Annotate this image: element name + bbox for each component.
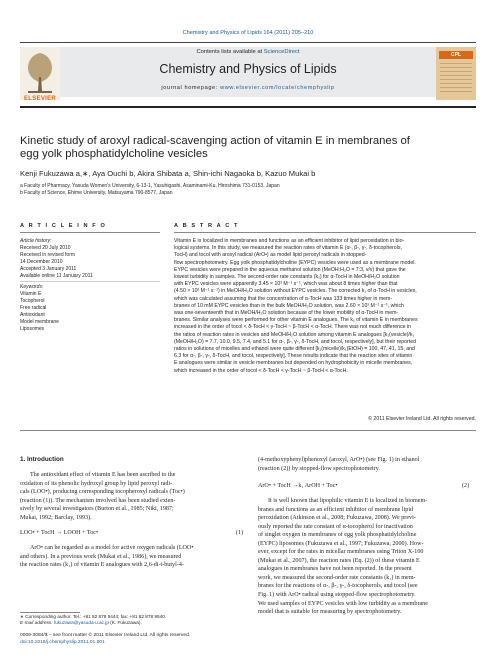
abstract-line: Vitamin E is localized in membranes and functions as an efficient inhibitor of lipid peroxidation in bio- <box>174 238 405 244</box>
intro-line: It is well known that lipophilic vitamin E is localized in biomem- <box>268 498 428 504</box>
header-divider <box>20 106 476 108</box>
title-line-1: Kinetic study of aroxyl radical-scavenging action of vitamin E in membranes of <box>20 135 410 147</box>
intro-line: peroxidation (Atkinson et al., 2008; Fukuzawa, 2008). We previ- <box>258 515 416 522</box>
sciencedirect-link[interactable]: ScienceDirect <box>263 49 300 55</box>
article-info-heading: A R T I C L E I N F O <box>20 223 107 229</box>
intro-line: Fig. 1) with ArO• radical using stopped-flow spectrophotometry. <box>258 592 416 599</box>
abstract-line: flow spectrophotometry. Egg yolk phosphatidylcholine (EYPC) vesicles were used as a membrane model. <box>174 259 416 266</box>
keywords-label: Keywords: <box>20 284 44 290</box>
intro-line: ever, except for the rates in micellar membranes using Triton X-100 <box>258 549 424 556</box>
article-info-rule <box>20 232 160 233</box>
intro-left-column <box>20 471 248 522</box>
section-heading-introduction: 1. Introduction <box>20 456 64 463</box>
journal-homepage <box>60 85 436 91</box>
intro-line: The antioxidant effect of vitamin E has been ascribed to the <box>30 472 176 478</box>
history-item: Available online 11 January 2011 <box>20 273 93 279</box>
intro-line: and others). In a previous work (Mukai et al., 1986), we measured <box>20 553 182 560</box>
equation-1: LOO• + TocH → LOOH + Toc• <box>20 530 99 536</box>
intro-line: branes and functions as an efficient inhibitor of membrane lipid <box>258 506 414 513</box>
homepage-link[interactable]: www.elsevier.com/locate/chemphyslip <box>220 85 335 91</box>
abstract-line: ratios in solutions of micelles and ethanol were quite different [k₁(micelle)/k₁(EtOH) = 100, 47, 41, 15, and <box>174 346 415 353</box>
title-line-2: egg yolk phosphatidylcholine vesicles <box>20 148 208 160</box>
abstract-line: logical systems. In this study, we measured the reaction rates of vitamin E (α-, β-, γ-, δ-tocopherols, <box>174 245 402 252</box>
email-label: E-mail address: <box>20 620 54 626</box>
intro-line: We used samples of EYPC vesicles with low turbidity as a membrane <box>258 600 428 607</box>
intro-right-column <box>258 456 476 473</box>
abstract-line: which increased in the order of tocol < δ-TocH < γ-TocH ~ β-TocH < α-TocH. <box>174 367 348 374</box>
affiliation-a: a Faculty of Pharmacy, Yasuda Women's University, 6-13-1, Yasuhigashi, Asaminami-Ku, Hiroshima 731-0153, Japan <box>20 183 280 189</box>
abstract-heading: A B S T R A C T <box>174 223 240 229</box>
history-item: Received in revised form <box>20 252 76 258</box>
corresponding-author: ∗ Corresponding author. Tel.: +81 82 878 9444; fax: +81 82 878 9540. <box>20 614 167 619</box>
intro-line: (4-methoxyphenyl)phenoxyl (aroxyl, ArO•) (see Fig. 1) in ethanol <box>258 457 420 463</box>
keyword: Free radical <box>20 305 47 311</box>
article-title <box>20 135 476 161</box>
intro-line: work, we measured the second-order rate constants (k₁) in mem- <box>258 574 416 581</box>
abstract-line: (4.50 × 10² M⁻¹ s⁻¹) in MeOH/H₂O solution without EYPC vesicles. The corrected k₁ of α-TocH in vesicles, <box>174 288 417 295</box>
intro-line: ously reported the rate constant of α-tocopherol for inactivation <box>258 523 413 530</box>
page-footer <box>20 633 320 646</box>
intro-line: (reaction (2)) by stopped-flow spectrophotometry. <box>258 465 380 472</box>
abstract-line: increased in the order of tocol < δ-TocH < γ-TocH ~ β-TocH < α-TocH. There was not much difference in <box>174 324 412 331</box>
abstract-line: which was calculated assuming that the concentration of α-TocH was 133 times higher in mem- <box>174 295 393 302</box>
abstract-line: (MeOH/H₂O) = 7.7, 10.0, 9.5, 7.4, and 5.1 for α-, β-, γ-, δ-TocH, and tocol, respectively], but their reported <box>174 338 416 345</box>
history-item: Accepted 3 January 2011 <box>20 266 77 272</box>
equation-2-number: (2) <box>462 483 470 489</box>
intro-line: of singlet oxygen in membranes of egg yolk phosphatidylcholine <box>258 532 417 539</box>
footnote-rule <box>20 612 80 613</box>
intro-line: oxidation of its phenolic hydroxyl group by lipid peroxyl radi- <box>20 480 173 487</box>
journal-citation[interactable]: Chemistry and Physics of Lipids 164 (2011) 205–210 <box>182 30 314 36</box>
keyword: Liposomes <box>20 326 45 332</box>
footnote <box>20 614 248 627</box>
abstract-line: was one-seventeenth that in MeOH/H₂O solution because of the lower mobility of α-TocH in mem- <box>174 310 399 317</box>
abstract-line: with EYPC vesicles were apparently 3.45 × 10³ M⁻¹ s⁻¹, which was about 8 times higher than that <box>174 281 398 288</box>
intro-line: sively by several investigators (Burton et al., 1985; Niki, 1987; <box>20 506 174 513</box>
cover-label: CPL <box>439 51 473 59</box>
homepage-prefix: journal homepage: <box>161 85 221 91</box>
email-suffix: (K. Fukuzawa). <box>108 620 142 626</box>
intro-line: analogues in membranes have not been reported. In the present <box>258 566 412 573</box>
abstract-line: the ratios of reaction rates in vesicles and MeOH/H₂O solution among vitamin E analogues [k₁(vesicle)/k₁ <box>174 331 415 338</box>
keywords <box>20 284 160 333</box>
intro-line: branes for the reactions of α-, β-, γ-, δ-tocopherols, and tocol (see <box>258 583 418 590</box>
equation-2: ArO• + TocH →k₁ ArOH + Toc• <box>258 483 338 489</box>
history-item: Received 20 July 2010 <box>20 245 71 251</box>
article-history <box>20 238 160 280</box>
keyword: Tocopherol <box>20 298 45 304</box>
keyword: Vitamin E <box>20 291 42 297</box>
keyword: Model membrane <box>20 319 59 325</box>
issn-line: 0009-3084/$ – see front matter © 2011 Elsevier Ireland Ltd. All rights reserved. <box>20 633 191 638</box>
abstract-line: 6.3 for α-, β-, γ-, δ-TocH, and tocol, respectively]. These results indicate that the reaction sites of vitamin <box>174 353 413 360</box>
history-item: 14 December 2010 <box>20 259 63 265</box>
abstract-rule <box>174 232 476 233</box>
affiliation-b: b Faculty of Science, Ehime University, Matsuyama 790-8577, Japan <box>20 190 173 196</box>
keyword: Antioxidant <box>20 312 45 318</box>
abstract-line: branes of 10 mM EYPC vesicles than in the bulk MeOH/H₂O solution, was 2.60 × 10¹ M⁻¹ s⁻¹, which <box>174 302 404 309</box>
cover-lines <box>440 63 472 93</box>
abstract-bottom-rule <box>20 430 476 431</box>
doi-link[interactable]: doi:10.1016/j.chemphyslip.2011.01.001 <box>20 639 105 645</box>
journal-cover-thumbnail <box>436 47 476 100</box>
elsevier-tree-logo <box>20 47 60 100</box>
email-line <box>20 620 248 626</box>
intro-line: ArO• can be regarded as a model for active oxygen radicals (LOO• <box>30 545 194 551</box>
top-divider <box>20 42 476 43</box>
abstract-body <box>174 238 476 375</box>
keywords-rule <box>20 281 160 282</box>
authors: Kenji Fukuzawa a,∗, Aya Ouchi b, Akira Shibata a, Shin-ichi Nagaoka b, Kazuo Mukai b <box>20 169 316 178</box>
contents-prefix: Contents lists available at <box>196 49 264 55</box>
intro-line: model that is suitable for measuring by spectrophotometry. <box>258 609 402 616</box>
journal-title: Chemistry and Physics of Lipids <box>159 62 337 76</box>
publisher-name: ELSEVIER <box>23 96 57 102</box>
abstract-line: lowest turbidity in samples. The second-order rate constants (k₁) for α-TocH in MeOH/H₂O solution <box>174 274 400 281</box>
abstract-line: TocH) and tocol with aroxyl radical (ArO•) as model lipid peroxyl radicals in stopped- <box>174 252 367 259</box>
intro-line: (EYPC) liposomes (Fukuzawa et al., 1997; Fukuzawa, 2000). How- <box>258 540 424 547</box>
abstract-copyright: © 2011 Elsevier Ireland Ltd. All rights reserved. <box>368 416 476 422</box>
abstract-line: E analogues were similar in vesicle membranes but depended on hydrophobicity in micelle membranes, <box>174 360 413 367</box>
equation-1-number: (1) <box>236 530 244 536</box>
intro-line: (Mukai et al., 2007), the reaction rates (Eq. (2)) of these vitamin E <box>258 557 420 564</box>
intro-line: Mukai, 1992; Barclay, 1993). <box>20 514 92 521</box>
intro-left-column-2 <box>20 544 248 570</box>
contents-line <box>60 49 436 55</box>
intro-line: cals (LOO•), producing corresponding tocopheroxyl radicals (Toc•) <box>20 489 185 496</box>
intro-right-column-2 <box>258 497 476 617</box>
abstract-line: EYPC vesicles were prepared in the aqueous methanol solution (MeOH:H₂O = 7:3, v/v) that gave the <box>174 266 406 273</box>
abstract-line: branes. Similar analyses were performed for other vitamin E analogues. The k₁ of vitamin E in membranes <box>174 317 418 324</box>
intro-line: the reaction rates (k₁) of vitamin E analogues with 2,6-di-t-butyl-4- <box>20 562 184 569</box>
intro-line: (reaction (1)). The mechanism involved has been studied exten- <box>20 497 176 504</box>
email-link[interactable]: fukuzawa@yasuda-u.ac.jp <box>53 620 109 626</box>
history-label: Article history: <box>20 238 52 244</box>
